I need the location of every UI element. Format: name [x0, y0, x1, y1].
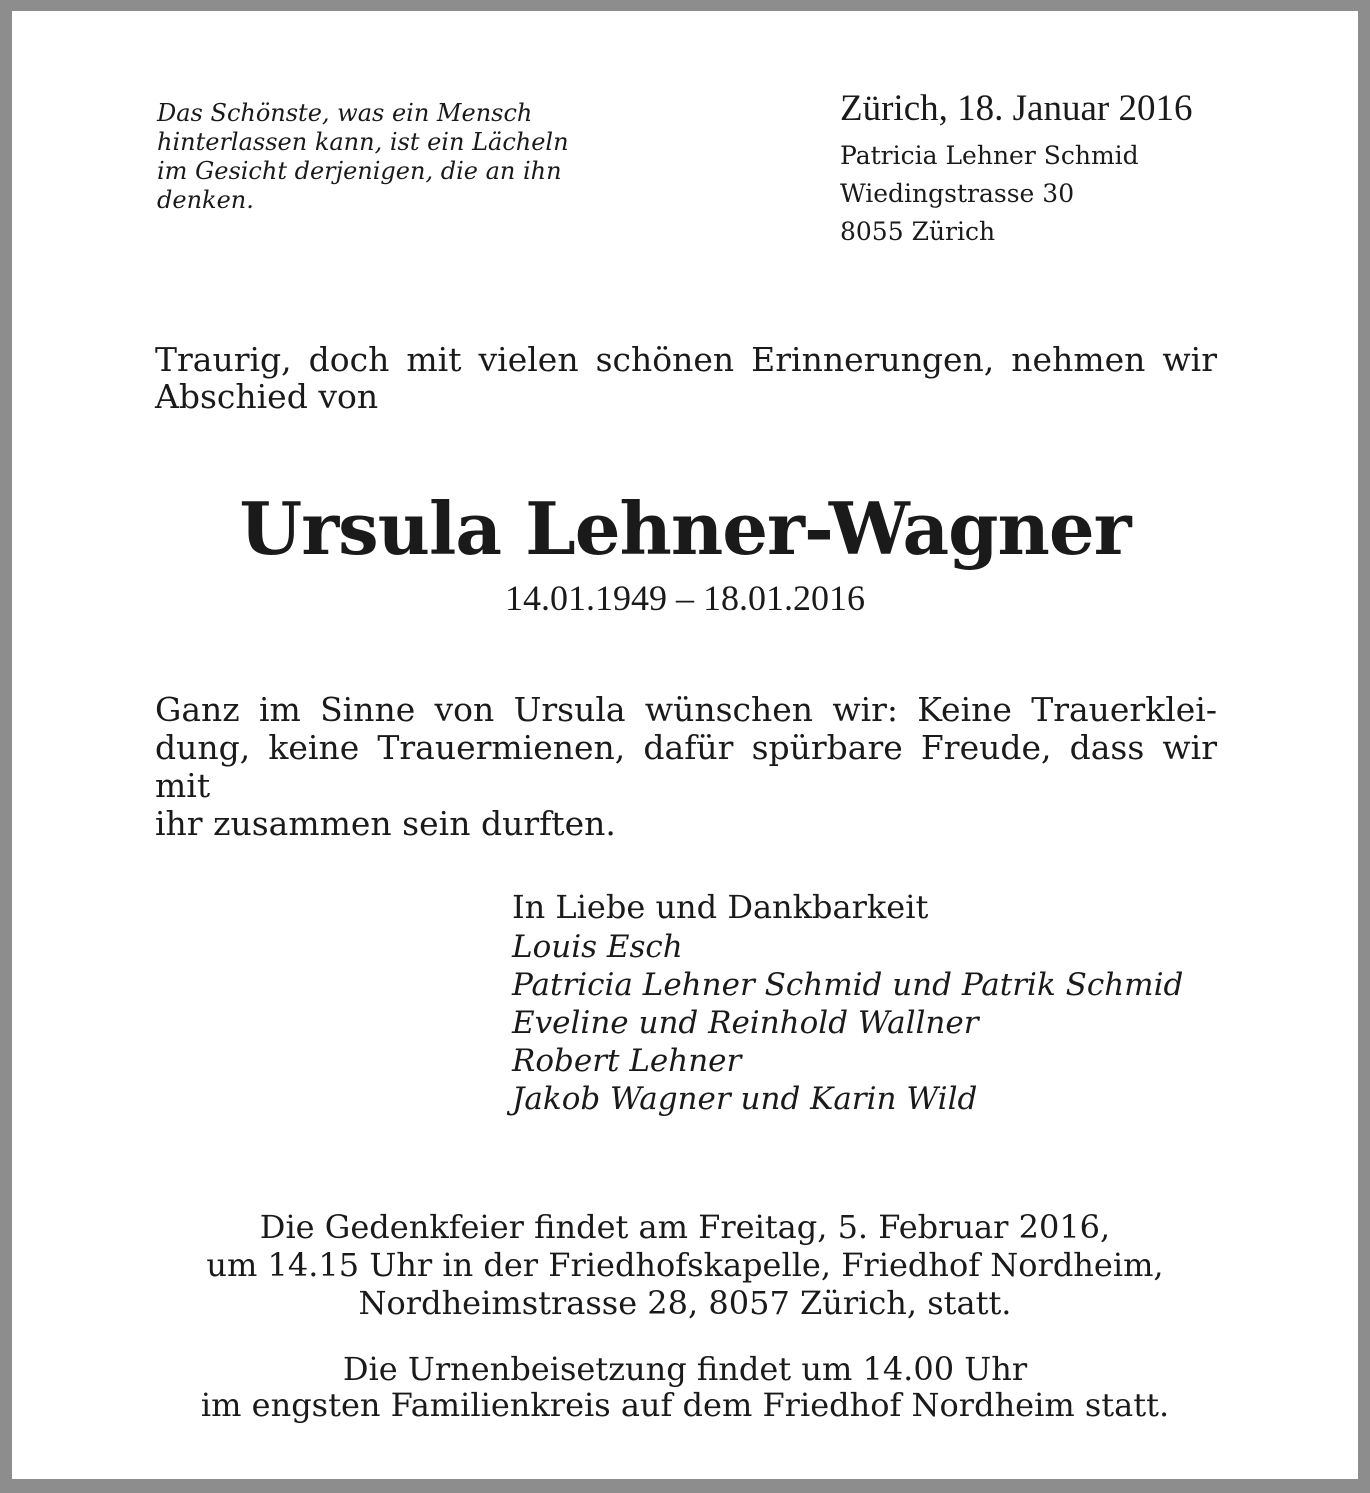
ceremony-notice — [12, 1208, 1358, 1322]
quote-line: denken. — [157, 186, 254, 214]
sender-name: Patricia Lehner Schmid — [840, 141, 1139, 170]
epigraph-quote — [157, 99, 597, 215]
wish-paragraph — [155, 691, 1217, 843]
sender-city: 8055 Zürich — [840, 217, 996, 246]
quote-line: hinterlassen kann, ist ein Lächeln — [157, 128, 569, 156]
life-dates: 14.01.1949 – 18.01.2016 — [505, 578, 865, 618]
wish-line: dung, keine Trauermienen, dafür spürbare Freude, dass wir mit — [155, 728, 1217, 805]
obituary-page — [12, 11, 1358, 1479]
mourner-name: Robert Lehner — [512, 1043, 742, 1079]
ceremony-line: Nordheimstrasse 28, 8057 Zürich, statt. — [358, 1284, 1012, 1322]
mourner-name: Louis Esch — [512, 929, 683, 965]
ceremony-line: um 14.15 Uhr in der Friedhofskapelle, Friedhof Nordheim, — [206, 1246, 1164, 1284]
sender-street: Wiedingstrasse 30 — [840, 179, 1075, 208]
burial-notice — [12, 1351, 1358, 1423]
ceremony-line: Die Gedenkfeier findet am Freitag, 5. Februar 2016, — [259, 1208, 1111, 1246]
mourner-name: Patricia Lehner Schmid und Patrik Schmid — [512, 967, 1184, 1003]
intro-text: Traurig, doch mit vielen schönen Erinnerungen, nehmen wir Abschied von — [155, 340, 1217, 416]
signoff-heading: In Liebe und Dankbarkeit — [512, 888, 929, 926]
mourner-name: Jakob Wagner und Karin Wild — [512, 1081, 978, 1117]
place-date: Zürich, 18. Januar 2016 — [840, 88, 1193, 129]
mourner-name: Eveline und Reinhold Wallner — [512, 1005, 979, 1041]
signoff-block — [512, 886, 1258, 1118]
quote-line: im Gesicht derjenigen, die an ihn — [157, 157, 562, 185]
burial-line: Die Urnenbeisetzung findet um 14.00 Uhr — [342, 1350, 1028, 1388]
mourners-list — [512, 928, 1258, 1118]
quote-line: Das Schönste, was ein Mensch — [157, 99, 533, 127]
burial-line: im engsten Familienkreis auf dem Friedhof Nordheim statt. — [200, 1386, 1170, 1424]
wish-line: Ganz im Sinne von Ursula wünschen wir: Keine Trauerklei- — [155, 690, 1217, 729]
wish-line: ihr zusammen sein durften. — [155, 804, 616, 843]
deceased-name: Ursula Lehner-Wagner — [239, 486, 1131, 571]
sender-block — [840, 87, 1260, 251]
